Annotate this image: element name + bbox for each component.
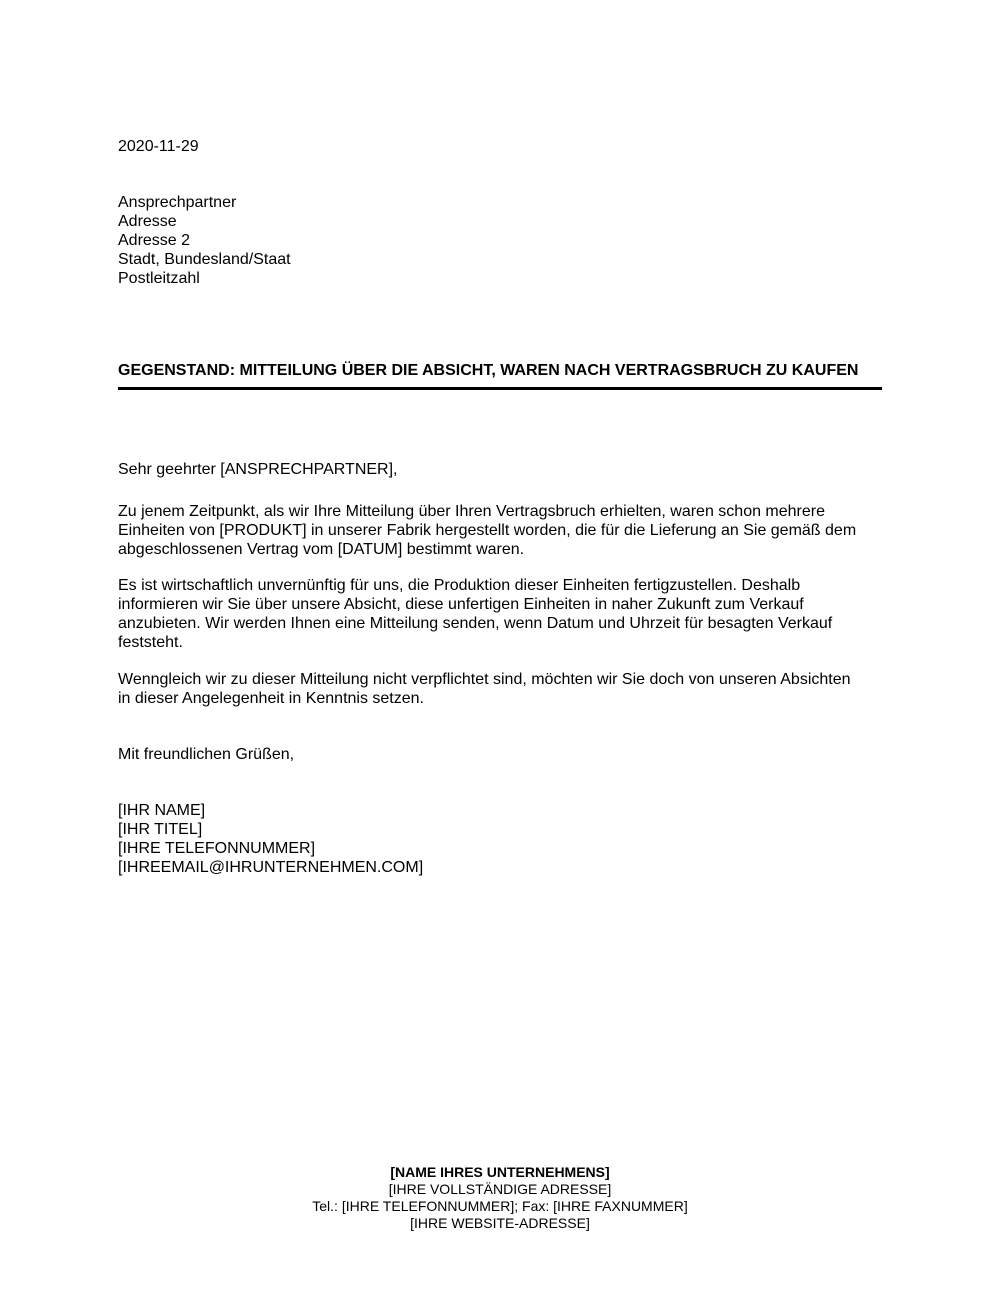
paragraph-line: informieren wir Sie über unsere Absicht, diese unfertigen Einheiten in naher Zukunft zum Verkauf <box>118 596 804 613</box>
paragraph-line: Es ist wirtschaftlich unvernünftig für uns, die Produktion dieser Einheiten fertigzustellen. Deshalb <box>118 577 801 594</box>
address-line: Adresse 2 <box>118 232 191 249</box>
body-paragraph-1 <box>118 502 888 559</box>
paragraph-line: Einheiten von [PRODUKT] in unserer Fabrik hergestellt worden, die für die Lieferung an Sie gemäß dem <box>118 522 857 539</box>
paragraph-line: anzubieten. Wir werden Ihnen eine Mitteilung senden, wenn Datum und Uhrzeit für besagten Verkauf <box>118 615 833 632</box>
address-line: Ansprechpartner <box>118 194 237 211</box>
body-paragraph-3 <box>118 670 888 708</box>
signature-email: [IHREEMAIL@IHRUNTERNEHMEN.COM] <box>118 859 424 876</box>
paragraph-line: Zu jenem Zeitpunkt, als wir Ihre Mitteilung über Ihren Vertragsbruch erhielten, waren schon mehrere <box>118 503 826 520</box>
address-line: Stadt, Bundesland/Staat <box>118 251 291 268</box>
footer-address: [IHRE VOLLSTÄNDIGE ADRESSE] <box>388 1181 612 1197</box>
signature-name: [IHR NAME] <box>118 802 206 819</box>
signature-phone: [IHRE TELEFONNUMMER] <box>118 840 316 857</box>
address-line: Adresse <box>118 213 177 230</box>
paragraph-line: Wenngleich wir zu dieser Mitteilung nicht verpflichtet sind, möchten wir Sie doch von unseren Absichten <box>118 671 851 688</box>
paragraph-line: feststeht. <box>118 634 183 651</box>
letter-date: 2020-11-29 <box>118 138 199 155</box>
signature-block <box>118 801 888 877</box>
footer-contact: Tel.: [IHRE TELEFONNUMMER]; Fax: [IHRE FAXNUMMER] <box>312 1198 688 1214</box>
paragraph-line: abgeschlossenen Vertrag vom [DATUM] bestimmt waren. <box>118 541 525 558</box>
body-paragraph-2 <box>118 576 888 652</box>
signature-title: [IHR TITEL] <box>118 821 203 838</box>
subject-divider <box>118 387 882 390</box>
address-line: Postleitzahl <box>118 270 200 287</box>
footer-company-name: [NAME IHRES UNTERNEHMENS] <box>390 1164 610 1180</box>
subject-line: GEGENSTAND: MITTEILUNG ÜBER DIE ABSICHT, WAREN NACH VERTRAGSBRUCH ZU KAUFEN <box>118 362 859 379</box>
closing: Mit freundlichen Grüßen, <box>118 746 295 763</box>
letterhead-footer <box>0 1164 1000 1232</box>
recipient-address <box>118 193 888 288</box>
paragraph-line: in dieser Angelegenheit in Kenntnis setzen. <box>118 690 424 707</box>
salutation: Sehr geehrter [ANSPRECHPARTNER], <box>118 461 398 478</box>
footer-website: [IHRE WEBSITE-ADRESSE] <box>410 1215 590 1231</box>
